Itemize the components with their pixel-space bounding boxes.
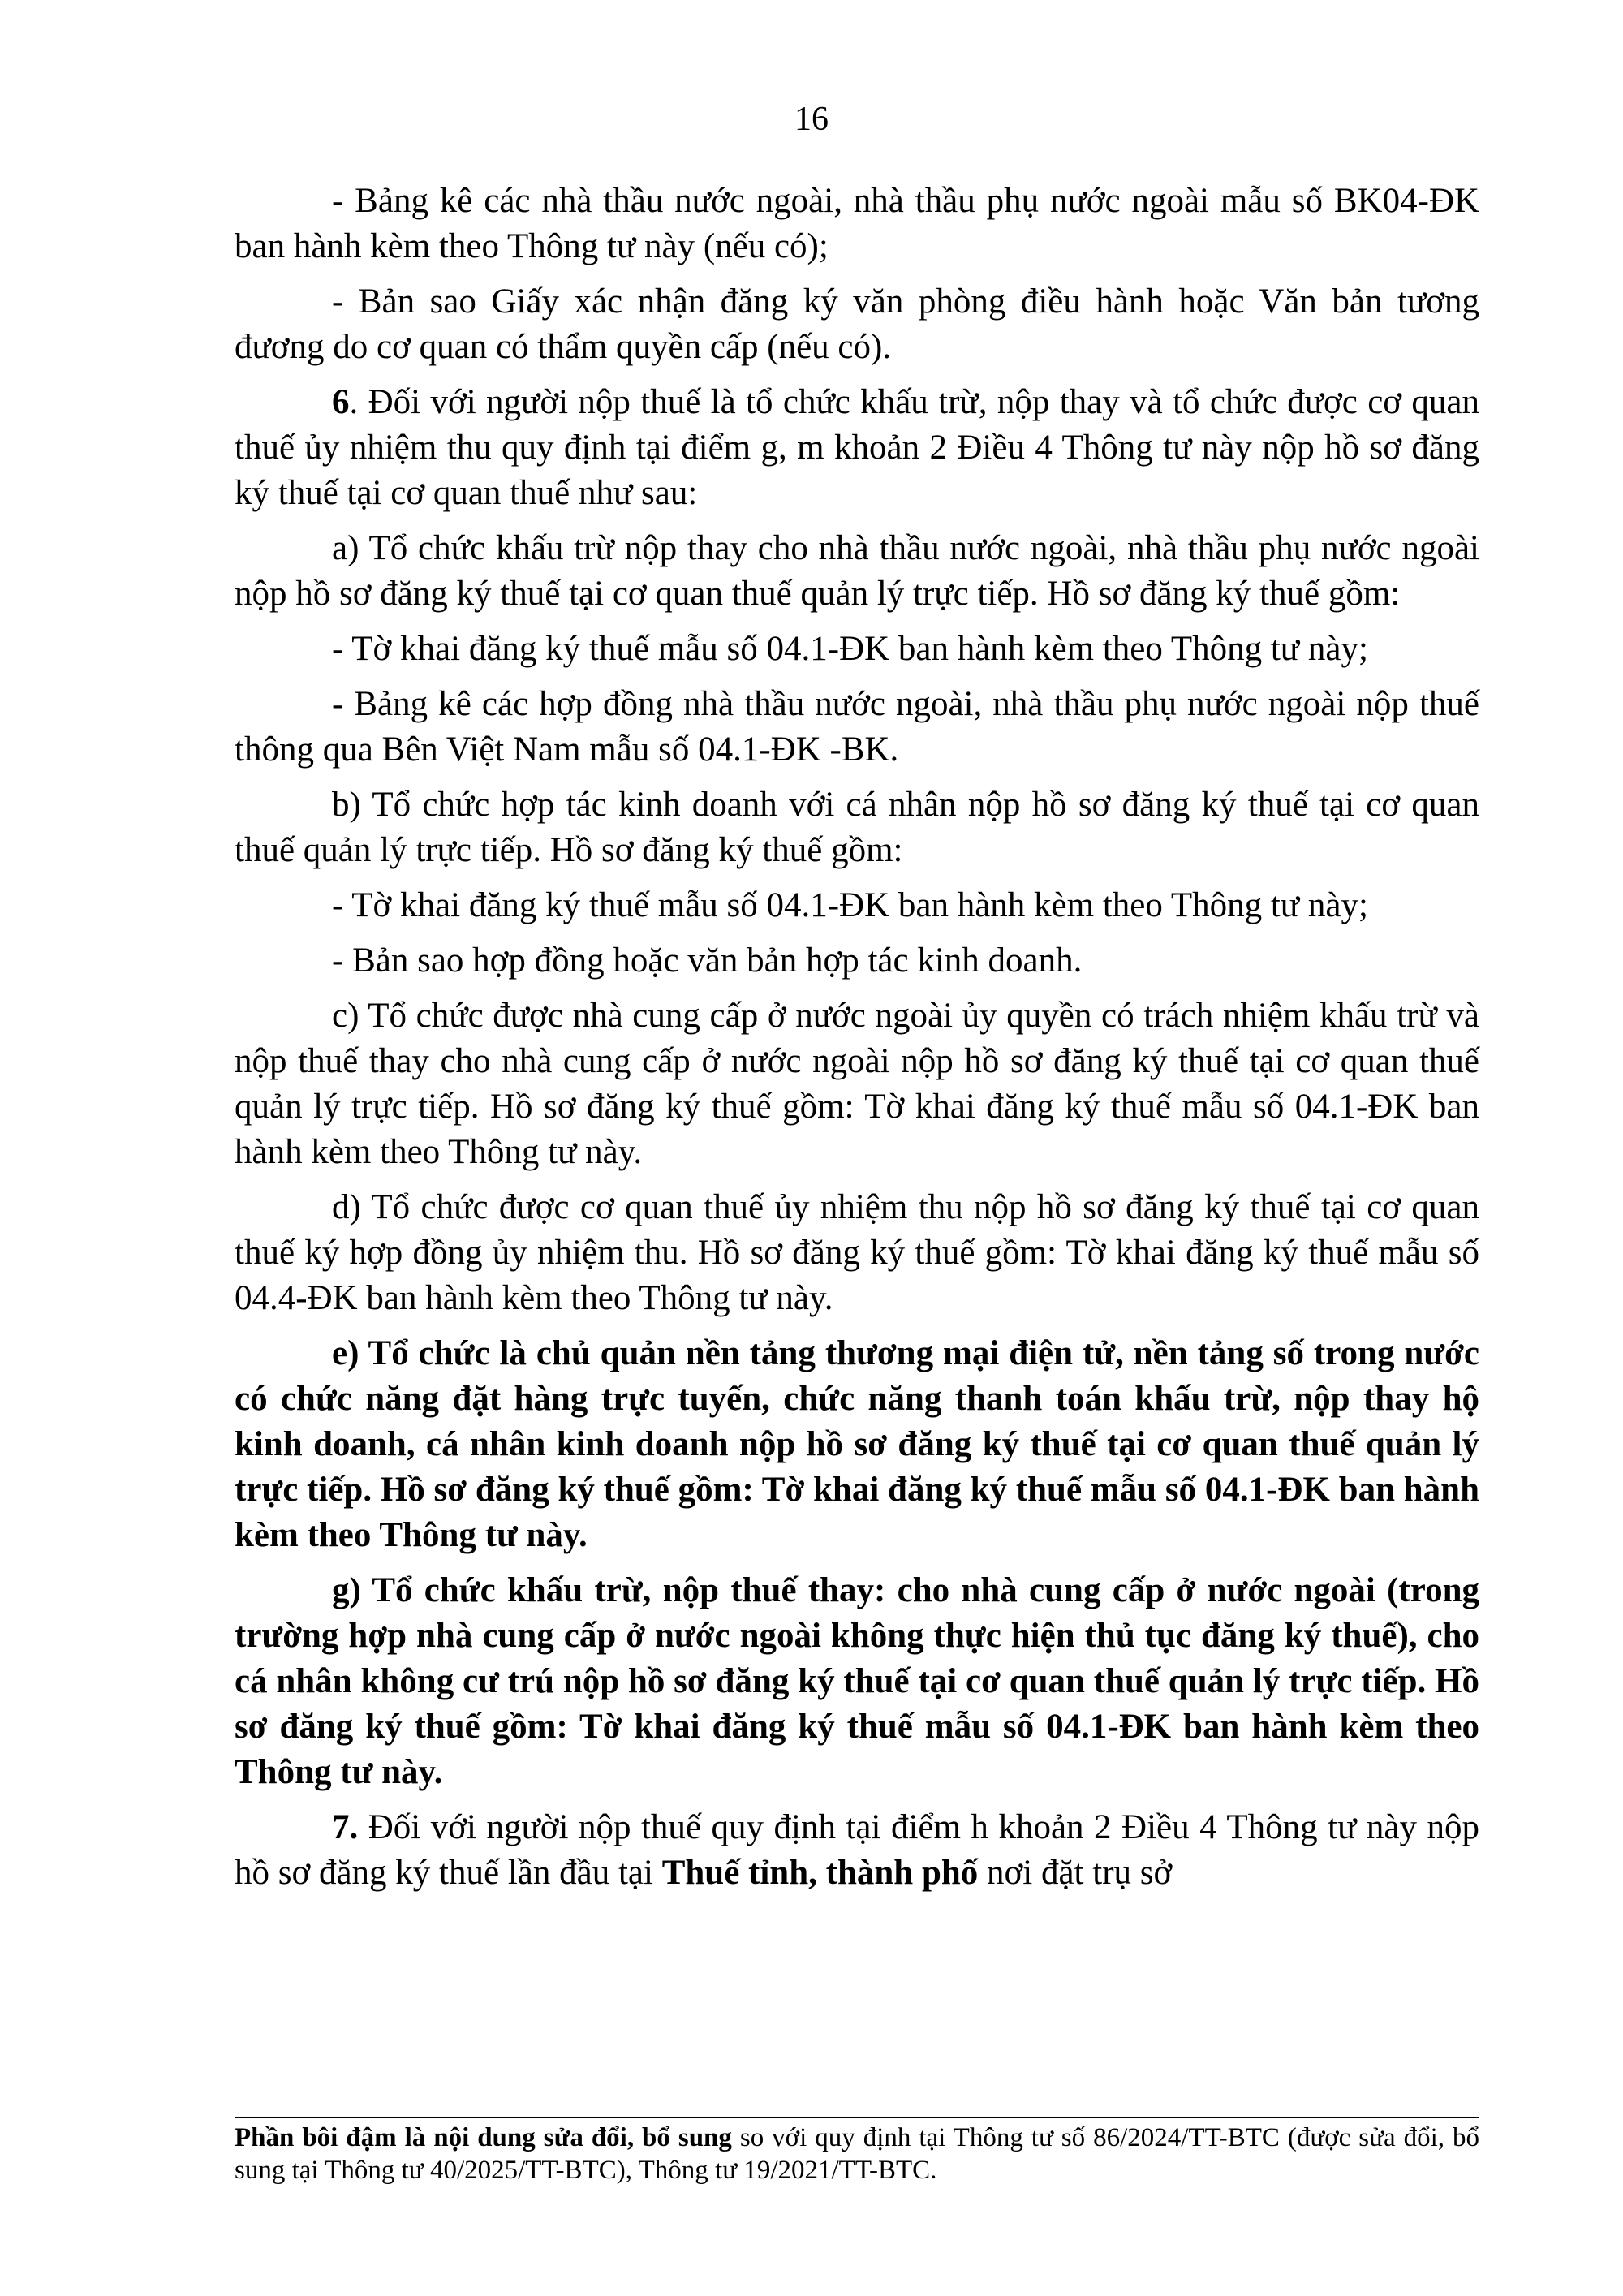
paragraph-7-number: 7. xyxy=(332,1808,359,1846)
paragraph-a: a) Tổ chức khấu trừ nộp thay cho nhà thầu nước ngoài, nhà thầu phụ nước ngoài nộp hồ sơ đăng ký thuế tại cơ quan thuế quản lý trực tiếp. Hồ sơ đăng ký thuế gồm: xyxy=(235,529,1479,613)
paragraph-a-item-1: - Tờ khai đăng ký thuế mẫu số 04.1-ĐK ban hành kèm theo Thông tư này; xyxy=(332,630,1368,668)
footer-divider xyxy=(235,2117,1479,2118)
paragraph-g-amended: g) Tổ chức khấu trừ, nộp thuế thay: cho nhà cung cấp ở nước ngoài (trong trường hợp nhà cung cấp ở nước ngoài không thực hiện thủ tục đăng ký thuế), cho cá nhân không cư trú nộp hồ sơ đăng ký thuế tại cơ quan thuế quản lý trực tiếp. Hồ sơ đăng ký thuế gồm: Tờ khai đăng ký thuế mẫu số 04.1-ĐK ban hành kèm theo Thông tư này. xyxy=(235,1571,1479,1791)
paragraph-c: c) Tổ chức được nhà cung cấp ở nước ngoài ủy quyền có trách nhiệm khấu trừ và nộp thuế thay cho nhà cung cấp ở nước ngoài nộp hồ sơ đăng ký thuế tại cơ quan thuế quản lý trực tiếp. Hồ sơ đăng ký thuế gồm: Tờ khai đăng ký thuế mẫu số 04.1-ĐK ban hành kèm theo Thông tư này. xyxy=(235,997,1479,1171)
body-text xyxy=(235,179,1479,1906)
paragraph-e-amended: e) Tổ chức là chủ quản nền tảng thương mại điện tử, nền tảng số trong nước có chức năng đặt hàng trực tuyến, chức năng thanh toán khấu trừ, nộp thay hộ kinh doanh, cá nhân kinh doanh nộp hồ sơ đăng ký thuế tại cơ quan thuế quản lý trực tiếp. Hồ sơ đăng ký thuế gồm: Tờ khai đăng ký thuế mẫu số 04.1-ĐK ban hành kèm theo Thông tư này. xyxy=(235,1334,1479,1554)
paragraph-7 xyxy=(235,1805,1479,1896)
footer-note-bold: Phần bôi đậm là nội dung sửa đổi, bổ sung xyxy=(235,2123,732,2152)
page-number: 16 xyxy=(794,101,829,138)
paragraph-7-text-end: nơi đặt trụ sở xyxy=(978,1854,1173,1892)
footer-note-text: so với quy định tại Thông tư số 86/2024/TT-BTC (được sửa đổi, bổ sung tại Thông tư 40/2025/TT-BTC), Thông tư 19/2021/TT-BTC. xyxy=(235,2123,1479,2185)
footer-note xyxy=(235,2122,1479,2186)
paragraph-b-item-1: - Tờ khai đăng ký thuế mẫu số 04.1-ĐK ban hành kèm theo Thông tư này; xyxy=(332,886,1368,924)
paragraph-7-text-start: Đối với người nộp thuế quy định tại điểm h khoản 2 Điều 4 Thông tư này nộp hồ sơ đăng ký thuế lần đầu tại xyxy=(235,1808,1479,1892)
paragraph-bk04: - Bảng kê các nhà thầu nước ngoài, nhà thầu phụ nước ngoài mẫu số BK04-ĐK ban hành kèm theo Thông tư này (nếu có); xyxy=(235,182,1479,265)
paragraph-6-number: 6 xyxy=(332,383,350,421)
paragraph-d: d) Tổ chức được cơ quan thuế ủy nhiệm thu nộp hồ sơ đăng ký thuế tại cơ quan thuế ký hợp đồng ủy nhiệm thu. Hồ sơ đăng ký thuế gồm: Tờ khai đăng ký thuế mẫu số 04.4-ĐK ban hành kèm theo Thông tư này. xyxy=(235,1188,1479,1317)
paragraph-7-bold-phrase: Thuế tỉnh, thành phố xyxy=(661,1854,979,1892)
paragraph-office-certificate: - Bản sao Giấy xác nhận đăng ký văn phòng điều hành hoặc Văn bản tương đương do cơ quan có thẩm quyền cấp (nếu có). xyxy=(235,282,1479,366)
paragraph-b: b) Tổ chức hợp tác kinh doanh với cá nhân nộp hồ sơ đăng ký thuế tại cơ quan thuế quản lý trực tiếp. Hồ sơ đăng ký thuế gồm: xyxy=(235,786,1479,869)
paragraph-b-item-2: - Bản sao hợp đồng hoặc văn bản hợp tác kinh doanh. xyxy=(332,941,1083,980)
paragraph-6-text: . Đối với người nộp thuế là tổ chức khấu trừ, nộp thay và tổ chức được cơ quan thuế ủy nhiệm thu quy định tại điểm g, m khoản 2 Điều 4 Thông tư này nộp hồ sơ đăng ký thuế tại cơ quan thuế như sau: xyxy=(235,383,1479,512)
paragraph-6 xyxy=(235,380,1479,516)
paragraph-a-item-2: - Bảng kê các hợp đồng nhà thầu nước ngoài, nhà thầu phụ nước ngoài nộp thuế thông qua Bên Việt Nam mẫu số 04.1-ĐK -BK. xyxy=(235,685,1479,769)
